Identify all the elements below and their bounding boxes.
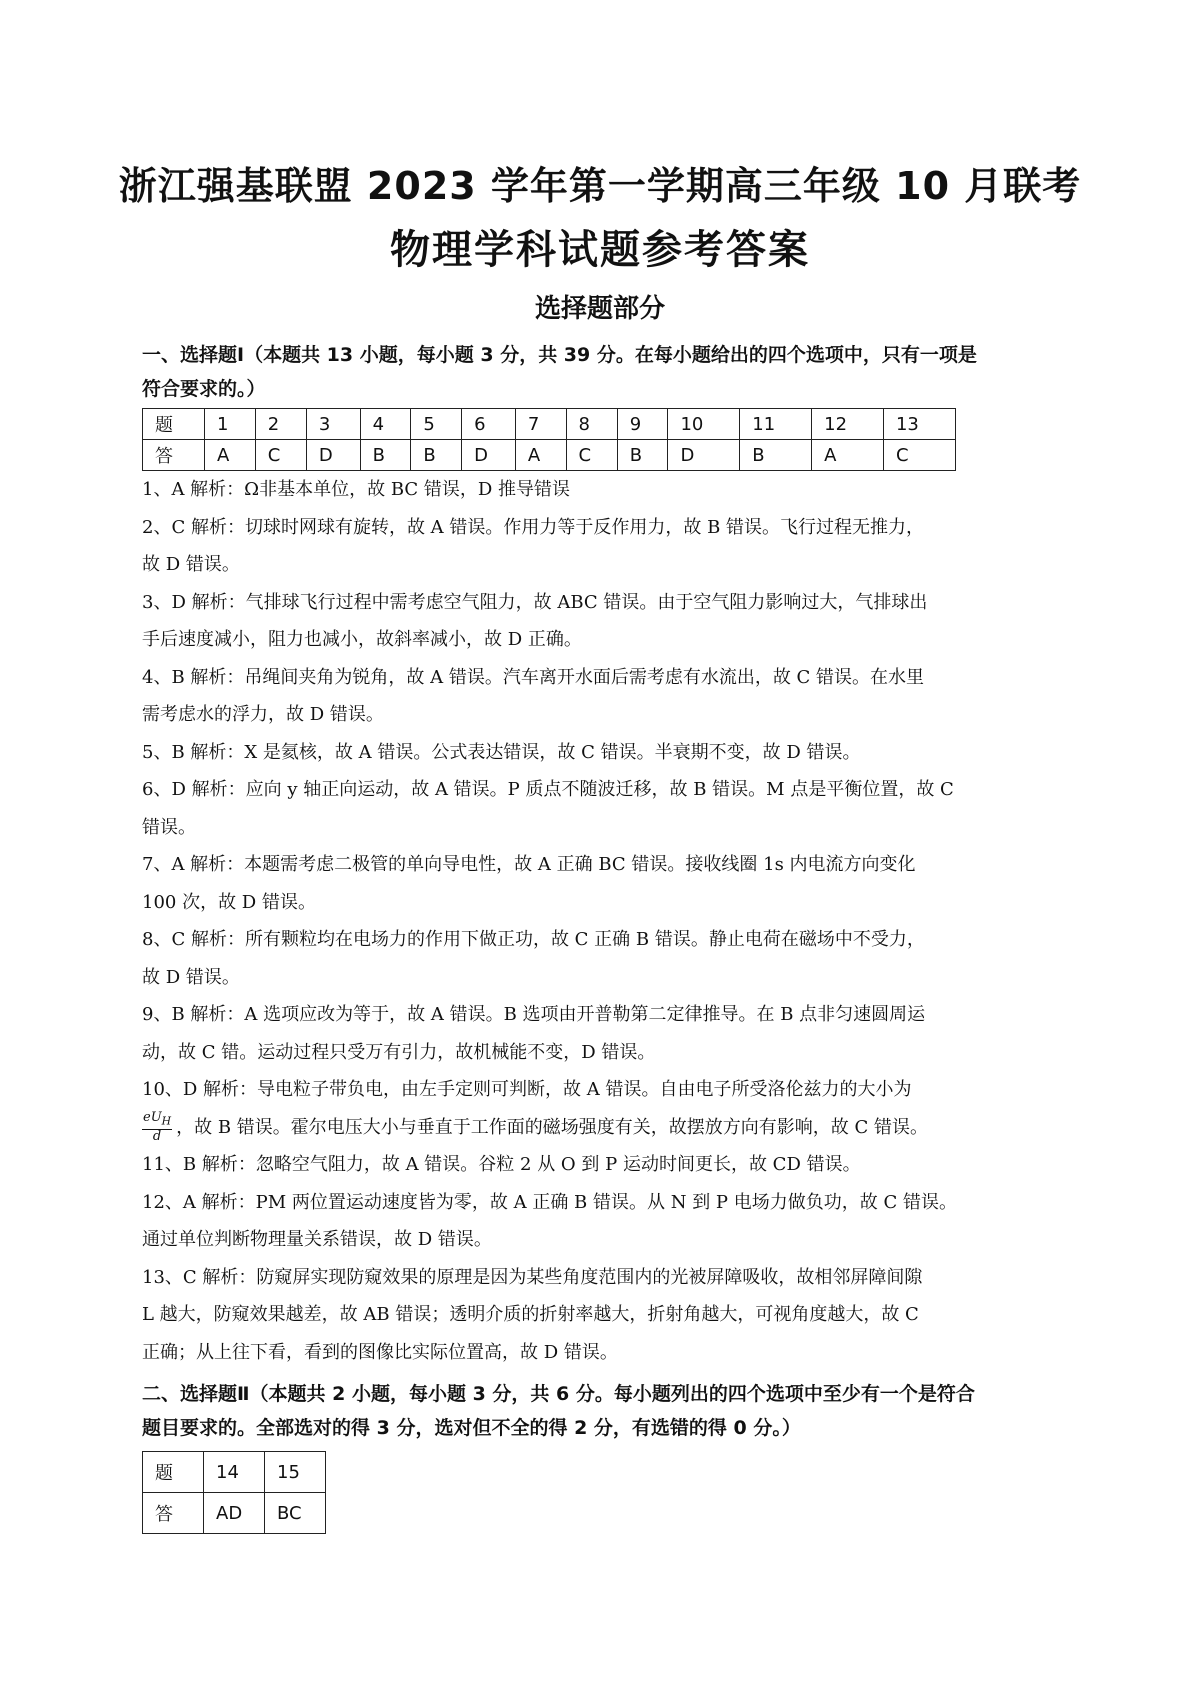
document-title: 浙江强基联盟 2023 学年第一学期高三年级 10 月联考 <box>118 164 1082 208</box>
table-row <box>143 409 956 440</box>
answer-cell: D <box>462 440 516 471</box>
row-label-answer: 答 <box>143 440 205 471</box>
section1-heading <box>142 338 1072 406</box>
answer-cell: C <box>883 440 955 471</box>
explanation-line: 正确；从上往下看，看到的图像比实际位置高，故 D 错误。 <box>142 1341 618 1363</box>
explanations-list <box>142 471 1072 1071</box>
content-body <box>142 338 1072 1534</box>
explanation-10-line1: 10、D 解析：导电粒子带负电，由左手定则可判断，故 A 错误。自由电子所受洛伦兹力的大小为 <box>142 1079 912 1100</box>
section2-heading-line2: 题目要求的。全部选对的得 3 分，选对但不全的得 2 分，有选错的得 0 分。） <box>142 1417 801 1439</box>
answer-cell: D <box>306 440 360 471</box>
question-cell: 12 <box>812 409 884 440</box>
answer-cell: C <box>255 440 306 471</box>
row-label-answer: 答 <box>143 1493 204 1534</box>
explanation-item <box>142 1146 1072 1184</box>
explanation-line: 需考虑水的浮力，故 D 错误。 <box>142 704 384 725</box>
explanation-item <box>142 846 1072 921</box>
table-row <box>143 1493 326 1534</box>
section-subtitle: 选择题部分 <box>534 294 665 324</box>
explanation-line: 4、B 解析：吊绳间夹角为锐角，故 A 错误。汽车离开水面后需考虑有水流出，故 C 错误。在水里 <box>142 666 925 688</box>
answer-cell: B <box>617 440 668 471</box>
answer-cell: B <box>360 440 411 471</box>
explanation-line: 9、B 解析：A 选项应改为等于，故 A 错误。B 选项由开普勒第二定律推导。在 B 点非匀速圆周运 <box>142 1004 926 1025</box>
question-cell: 14 <box>204 1452 265 1493</box>
row-label-question: 题 <box>143 409 205 440</box>
fraction-numerator: $eU_H$ <box>143 1110 172 1128</box>
fraction-eUH-over-d <box>142 1111 172 1144</box>
question-cell: 10 <box>668 409 740 440</box>
explanation-line: 通过单位判断物理量关系错误，故 D 错误。 <box>142 1229 492 1250</box>
explanation-10 <box>142 1071 1072 1146</box>
explanation-line: 6、D 解析：应向 y 轴正向运动，故 A 错误。P 质点不随波迁移，故 B 错误。M 点是平衡位置，故 C <box>142 779 954 800</box>
table-row <box>143 440 956 471</box>
question-cell: 6 <box>462 409 516 440</box>
section2-heading-line1: 二、选择题Ⅱ（本题共 2 小题，每小题 3 分，共 6 分。每小题列出的四个选项中至少有一个是符合 <box>142 1383 975 1405</box>
question-cell: 8 <box>566 409 617 440</box>
fraction-denominator: d <box>152 1128 162 1144</box>
question-cell: 5 <box>411 409 462 440</box>
section1-heading-line2: 符合要求的。） <box>142 378 266 400</box>
answer-table-1 <box>142 408 956 471</box>
question-cell: 7 <box>515 409 566 440</box>
explanation-line: 13、C 解析：防窥屏实现防窥效果的原理是因为某些角度范围内的光被屏障吸收，故相邻屏障间隙 <box>142 1266 923 1288</box>
question-cell: 1 <box>205 409 256 440</box>
explanation-line: 11、B 解析：忽略空气阻力，故 A 错误。谷粒 2 从 O 到 P 运动时间更长，故 CD 错误。 <box>142 1154 861 1175</box>
explanation-item <box>142 584 1072 659</box>
explanation-line: 1、A 解析：Ω非基本单位，故 BC 错误，D 推导错误 <box>142 479 571 500</box>
explanation-line: 动，故 C 错。运动过程只受万有引力，故机械能不变，D 错误。 <box>142 1041 656 1063</box>
answer-cell: C <box>566 440 617 471</box>
explanation-item <box>142 1184 1072 1259</box>
answer-cell: AD <box>204 1493 265 1534</box>
question-cell: 11 <box>740 409 812 440</box>
table-row <box>143 1452 326 1493</box>
explanation-item <box>142 509 1072 584</box>
question-cell: 9 <box>617 409 668 440</box>
question-cell: 15 <box>265 1452 326 1493</box>
document-title-line2: 物理学科试题参考答案 <box>390 227 810 273</box>
answer-cell: A <box>812 440 884 471</box>
explanation-line: 2、C 解析：切球时网球有旋转，故 A 错误。作用力等于反作用力，故 B 错误。飞行过程无推力， <box>142 516 925 538</box>
section2-heading <box>142 1377 1072 1445</box>
explanation-10-line2: ，故 B 错误。霍尔电压大小与垂直于工作面的磁场强度有关，故摆放方向有影响，故 C 错误。 <box>176 1116 928 1138</box>
answer-cell: A <box>515 440 566 471</box>
explanation-line: 8、C 解析：所有颗粒均在电场力的作用下做正功，故 C 正确 B 错误。静止电荷在磁场中不受力， <box>142 929 925 950</box>
explanation-line: 7、A 解析：本题需考虑二极管的单向导电性，故 A 正确 BC 错误。接收线圈 1s 内电流方向变化 <box>142 854 916 875</box>
explanation-item <box>142 1259 1072 1372</box>
explanations-list-2 <box>142 1146 1072 1371</box>
explanation-item <box>142 471 1072 509</box>
answer-table-2 <box>142 1451 326 1534</box>
explanation-item <box>142 659 1072 734</box>
explanation-item <box>142 996 1072 1071</box>
question-cell: 13 <box>883 409 955 440</box>
explanation-line: 3、D 解析：气排球飞行过程中需考虑空气阻力，故 ABC 错误。由于空气阻力影响过大，气排球出 <box>142 591 928 613</box>
answer-cell: B <box>411 440 462 471</box>
explanation-line: 12、A 解析：PM 两位置运动速度皆为零，故 A 正确 B 错误。从 N 到 P 电场力做负功，故 C 错误。 <box>142 1191 957 1213</box>
section1-heading-line1: 一、选择题Ⅰ（本题共 13 小题，每小题 3 分，共 39 分。在每小题给出的四个选项中，只有一项是 <box>142 344 977 366</box>
answer-cell: D <box>668 440 740 471</box>
explanation-line: 错误。 <box>142 816 196 838</box>
question-cell: 3 <box>306 409 360 440</box>
explanation-item <box>142 921 1072 996</box>
answer-cell: BC <box>265 1493 326 1534</box>
answer-cell: A <box>205 440 256 471</box>
explanation-line: 故 D 错误。 <box>142 554 240 575</box>
question-cell: 2 <box>255 409 306 440</box>
explanation-item <box>142 771 1072 846</box>
explanation-line: 5、B 解析：X 是氦核，故 A 错误。公式表达错误，故 C 错误。半衰期不变，故 D 错误。 <box>142 741 861 763</box>
row-label-question: 题 <box>143 1452 204 1493</box>
explanation-line: L 越大，防窥效果越差，故 AB 错误；透明介质的折射率越大，折射角越大，可视角度越大，故 C <box>142 1304 919 1325</box>
question-cell: 4 <box>360 409 411 440</box>
explanation-line: 手后速度减小，阻力也减小，故斜率减小，故 D 正确。 <box>142 629 582 650</box>
answer-cell: B <box>740 440 812 471</box>
explanation-line: 故 D 错误。 <box>142 966 240 988</box>
explanation-line: 100 次，故 D 错误。 <box>142 891 316 913</box>
explanation-item <box>142 734 1072 772</box>
